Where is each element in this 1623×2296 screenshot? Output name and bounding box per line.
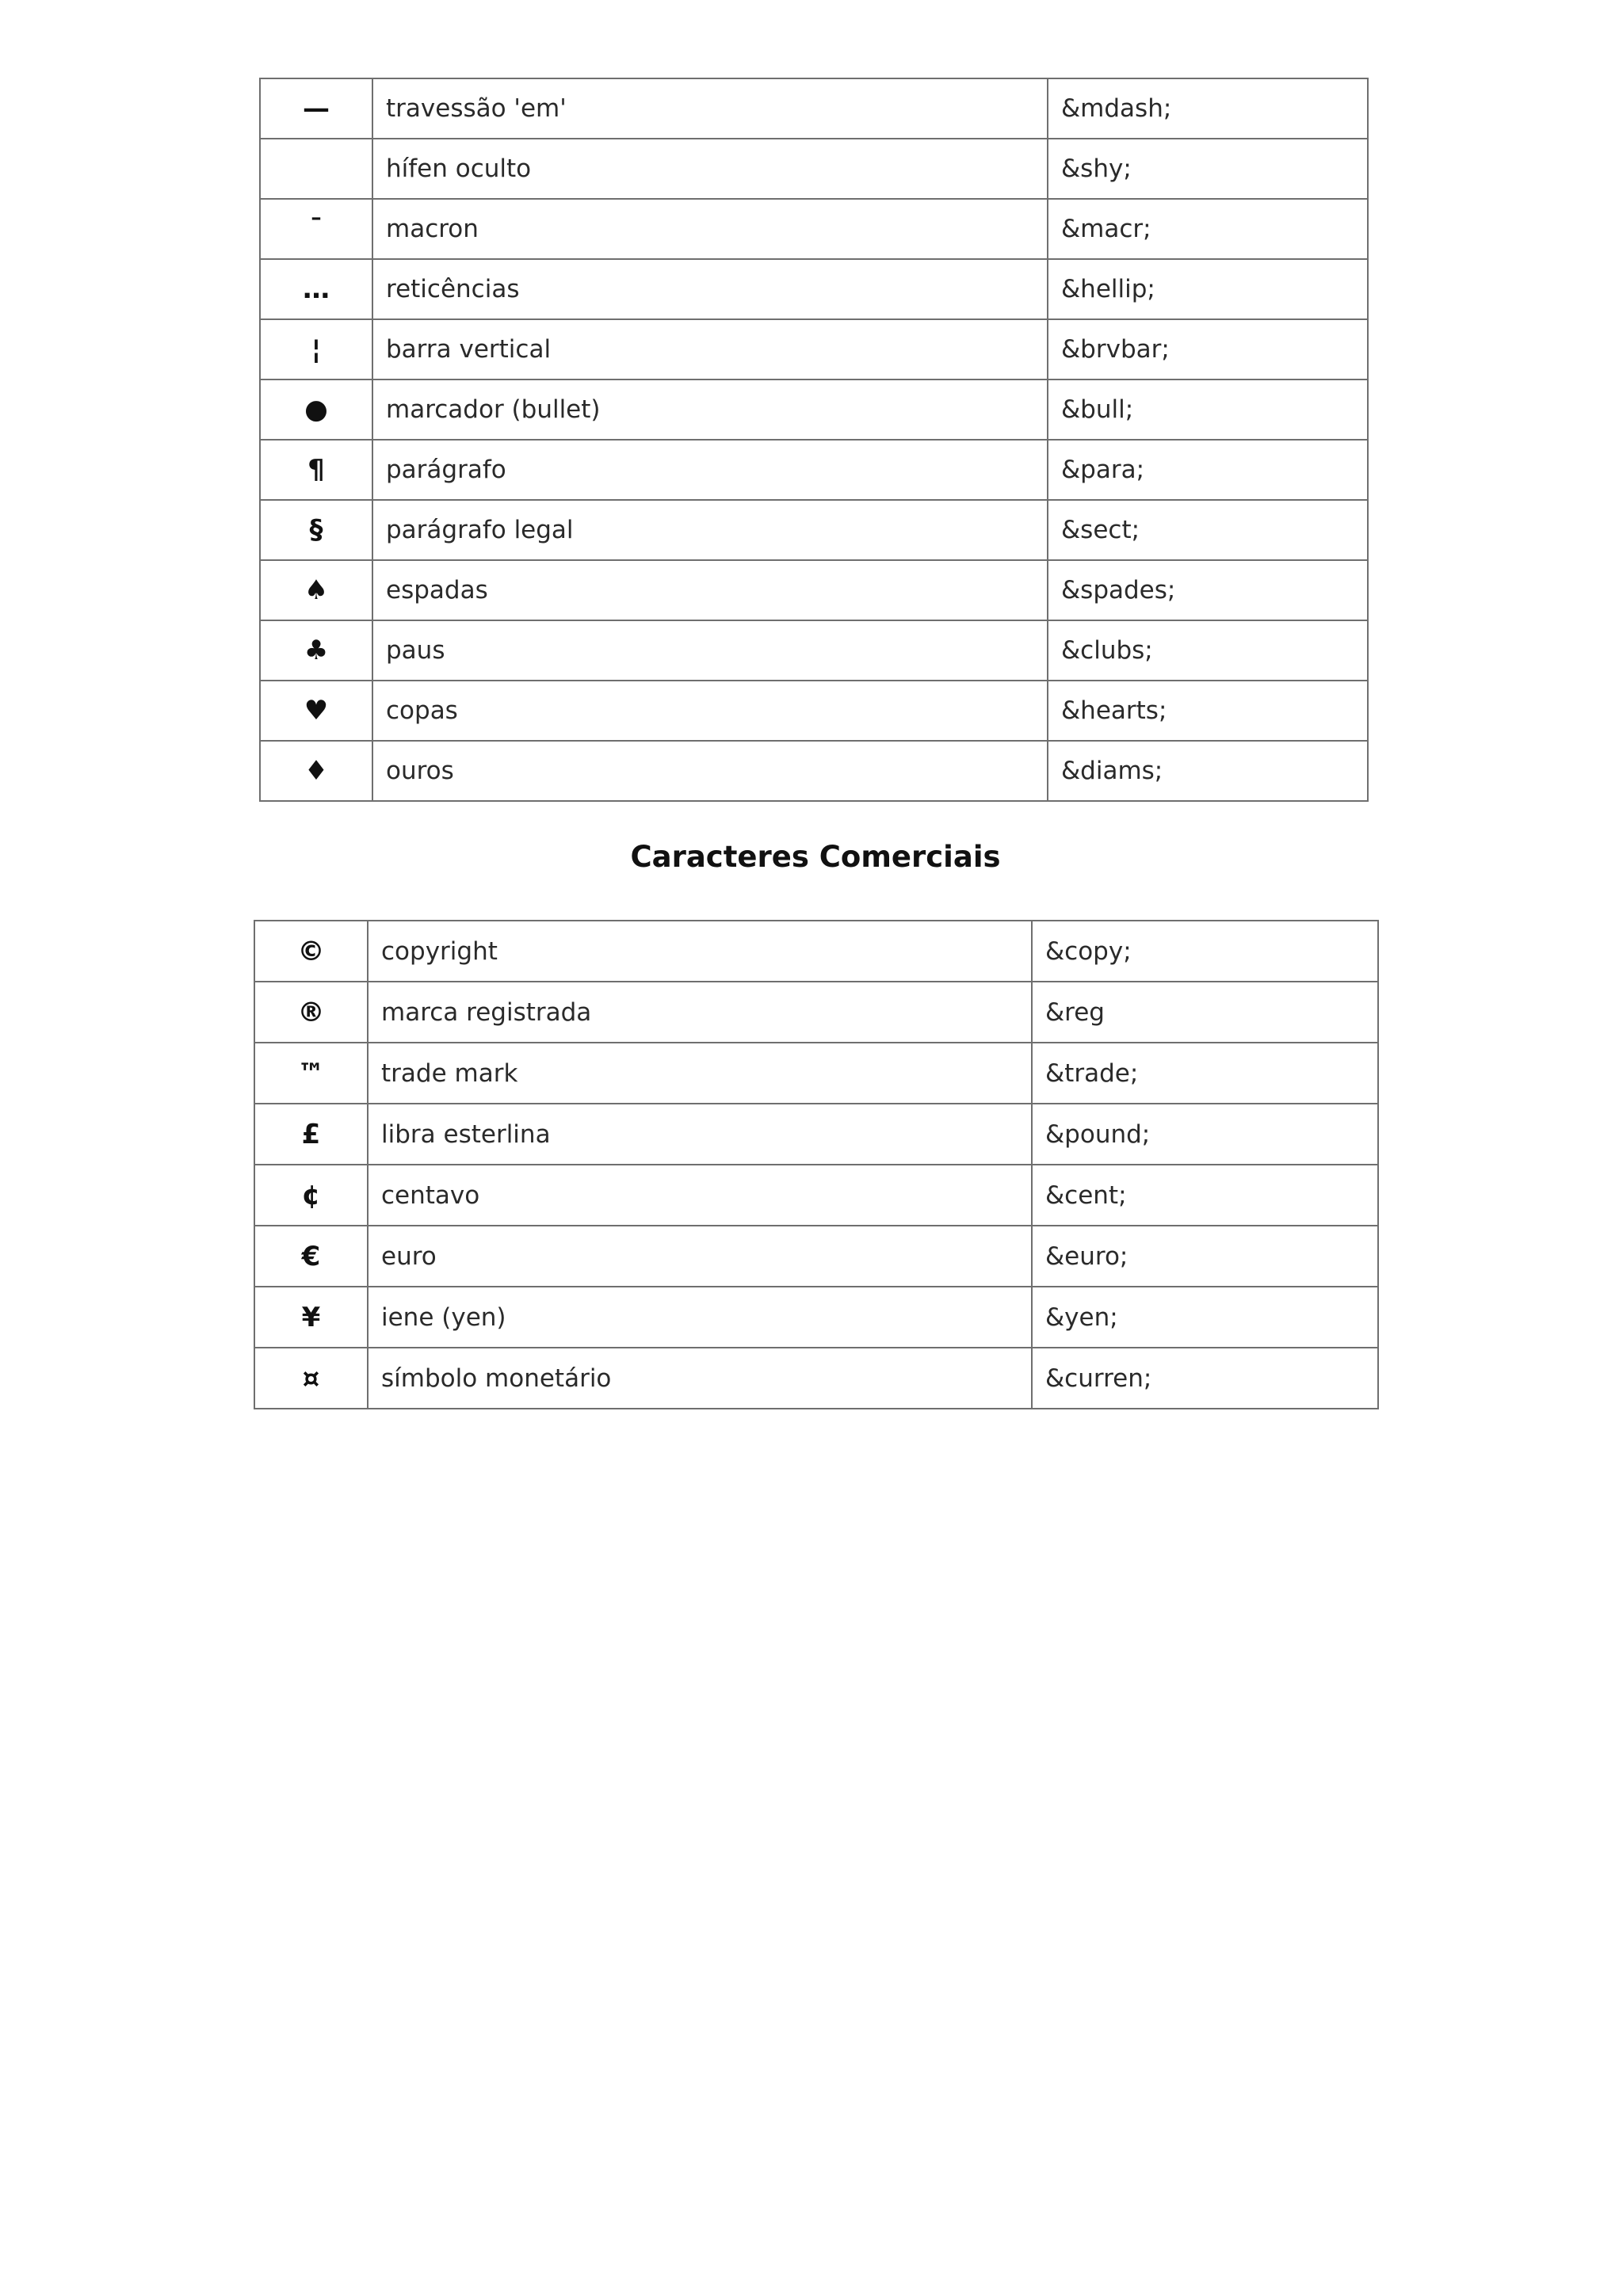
table-row [254,1165,1378,1226]
symbol-cell: ¤ [254,1348,368,1409]
entity-name-cell: iene (yen) [368,1287,1032,1348]
symbol-cell: ® [254,982,368,1043]
entity-code-cell: &bull; [1048,379,1368,440]
entity-code-cell: &shy; [1048,139,1368,199]
table-row [254,1348,1378,1409]
table-row [260,319,1368,379]
entity-code-cell: &hearts; [1048,681,1368,741]
symbol-cell: — [260,78,372,139]
table-row [260,741,1368,801]
entity-name-cell: macron [372,199,1048,259]
entity-name-cell: trade mark [368,1043,1032,1104]
symbol-cell: € [254,1226,368,1287]
table-row [260,500,1368,560]
entity-name-cell: parágrafo [372,440,1048,500]
entity-code-cell: &trade; [1032,1043,1378,1104]
symbol-cell: … [260,259,372,319]
entity-name-cell: paus [372,620,1048,681]
section-heading-commercial: Caracteres Comerciais [630,840,1001,874]
symbol-cell: ♣ [260,620,372,681]
entity-code-cell: &cent; [1032,1165,1378,1226]
table-row [254,1043,1378,1104]
entity-name-cell: reticências [372,259,1048,319]
table-row [260,259,1368,319]
entity-code-cell: &macr; [1048,199,1368,259]
table-row [254,1287,1378,1348]
symbol-cell: § [260,500,372,560]
entity-code-cell: &copy; [1032,921,1378,982]
symbol-cell: £ [254,1104,368,1165]
symbol-cell: ● [260,379,372,440]
symbol-cell: ¥ [254,1287,368,1348]
symbol-cell: © [254,921,368,982]
table-row [260,440,1368,500]
entity-code-cell: &hellip; [1048,259,1368,319]
table-row [260,139,1368,199]
entity-code-cell: &sect; [1048,500,1368,560]
entity-code-cell: &yen; [1032,1287,1378,1348]
entity-name-cell: marca registrada [368,982,1032,1043]
symbol-cell: ™ [254,1043,368,1104]
table-row [260,560,1368,620]
entity-code-cell: &curren; [1032,1348,1378,1409]
symbol-cell [260,139,372,199]
entity-code-cell: &clubs; [1048,620,1368,681]
entity-name-cell: marcador (bullet) [372,379,1048,440]
entity-name-cell: símbolo monetário [368,1348,1032,1409]
entity-name-cell: copyright [368,921,1032,982]
entity-code-cell: &diams; [1048,741,1368,801]
table-row [260,681,1368,741]
entity-code-cell: &pound; [1032,1104,1378,1165]
symbol-cell: ¯ [260,199,372,259]
entity-name-cell: espadas [372,560,1048,620]
table-row [254,1104,1378,1165]
entity-code-cell: &para; [1048,440,1368,500]
symbol-cell: ¢ [254,1165,368,1226]
entity-name-cell: libra esterlina [368,1104,1032,1165]
entity-code-cell: &brvbar; [1048,319,1368,379]
commercial-characters-table [254,920,1379,1409]
entity-name-cell: parágrafo legal [372,500,1048,560]
symbol-cell: ¶ [260,440,372,500]
entity-code-cell: &mdash; [1048,78,1368,139]
misc-characters-table [259,78,1369,802]
table-row [254,921,1378,982]
table-row [260,199,1368,259]
table-row [260,620,1368,681]
entity-name-cell: copas [372,681,1048,741]
table-row [254,982,1378,1043]
entity-code-cell: &euro; [1032,1226,1378,1287]
symbol-cell: ♠ [260,560,372,620]
symbol-cell: ♦ [260,741,372,801]
entity-code-cell: &spades; [1048,560,1368,620]
table-row [260,379,1368,440]
entity-name-cell: ouros [372,741,1048,801]
table-row [254,1226,1378,1287]
entity-code-cell: &reg [1032,982,1378,1043]
entity-name-cell: centavo [368,1165,1032,1226]
symbol-cell: ♥ [260,681,372,741]
entity-name-cell: barra vertical [372,319,1048,379]
entity-name-cell: travessão 'em' [372,78,1048,139]
entity-name-cell: euro [368,1226,1032,1287]
table-row [260,78,1368,139]
entity-name-cell: hífen oculto [372,139,1048,199]
symbol-cell: ¦ [260,319,372,379]
